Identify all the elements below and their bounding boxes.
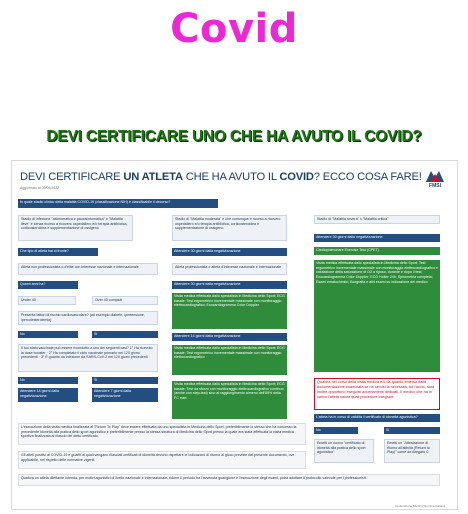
wait-30-severe: Attendere 30 giorni dalla negativizzazione <box>314 234 440 242</box>
red-note: Qualora nel corso della visita medica e/o da quanto emerso dalla documentazione esaminata se ne ravvisi la necessità, Ad l'avvio, sarà inoltre opportuno eseguire accertamenti dedicati. Il medico che ha in carico l'atleta valuta quali procedure integrare. <box>314 378 440 410</box>
poster-date: Aggiornato al 09/09/2022 <box>20 186 60 190</box>
question-risk-factors: Presenta fattori di rischio cardiovascolare? (ad esempio diabete, ipertensione, ipercolesterolemia) <box>18 311 158 325</box>
answer-yes-3: Sì <box>384 427 440 434</box>
footer-credit: Federazione Medico Sportiva Italiana <box>395 504 445 508</box>
wait-30-pro: Attendere 30 giorni dalla negativizzazione <box>172 281 287 289</box>
cpet-heading: Cardiopolmonare Exercise Test (CPET) <box>314 247 440 255</box>
age-under-40: Under 40 <box>18 296 76 305</box>
footnote-1: L'esecuzione della visita medica finalizzata al "Return To Play" deve essere effettuata da uno specialista in Medicina dello Sport, preferibilmente lo stesso che ha concesso la precedente idoneità alla pratica dello sport agonistico e preferibilmente presso la stessa struttura di Medicina dello Sport presso la quale era stata effettuata la visita medica sportiva finalizzata al rilascio del detto certificato. <box>18 423 306 445</box>
answer-no-2: No <box>18 377 78 384</box>
answer-yes-2: Sì <box>92 377 158 384</box>
exams-over40: Visita medica effettuata dallo specialista in Medicina dello Sport; ECG basale; Test ergometrico incrementale massimale con monitoraggio elettrocardiografico <box>172 345 287 375</box>
outcome-return-to-play: Emetti un "Attestazione di ritorno all'attività (Return to Play)" come da Allegato C <box>384 439 440 463</box>
question-clinical-stage: In quale stadio clinico della malattia COVID-19 (classificazione NIH) è classificabile il decorso? <box>18 199 218 208</box>
fmsi-logo: FMSI <box>423 169 447 189</box>
exams-pro: Visita medica effettuata dallo specialista in Medicina dello Sport; ECG basale; Test ergometrico incrementale massimale con monitoraggio elettrocardiografico; Ecocardiogramma Color Doppler <box>172 293 287 329</box>
answer-no-3: No <box>314 427 358 434</box>
athlete-non-pro: Atleta non professionista o d'élite con interesse nazionale e internazionale <box>18 263 158 275</box>
question-vaccine-status: Il tuo stato vaccinale può essere ricondotto a uno dei seguenti casi? 1° Ha ricevuto la dose booster · 2° Ha completato il ciclo vaccinale primario nei 120 giorni precedenti · 3° È guarito da infezione da SARS-CoV-2 nei 120 giorni precedenti <box>18 344 158 372</box>
answer-yes: Sì <box>92 331 158 338</box>
answer-no: No <box>18 331 78 338</box>
stage-severe: Stadio di "Malattia severa" o "Malattia critica" <box>314 215 440 224</box>
wait-30-moderate: Attendere 30 giorni dalla negativizzazione <box>172 248 287 256</box>
age-over-40: Over 40 compiuti <box>92 296 158 305</box>
athlete-pro: Atleta professionista o atleta d'interesse nazionale e internazionale <box>172 263 287 275</box>
stage-moderate: Stadio di "Malattia moderata" e che comunque è ricorso a ricovero ospedaliero e/o terapia antibiotica, corticosteroidea e supplementazione di ossigeno <box>172 215 287 241</box>
poster-heading: DEVI CERTIFICARE UN ATLETA CHE HA AVUTO IL COVID? ECCO COSA FARE! <box>20 171 422 183</box>
wait-14: Attendere 14 giorni dalla negativizzazione <box>18 388 78 402</box>
page-subtitle: DEVI CERTIFICARE UNO CHE HA AVUTO IL COVID? <box>46 128 422 145</box>
question-valid-certificate: L'atleta ha in corso di validità il certificato di idoneità agonistica? <box>314 414 440 422</box>
footnote-3: Qualora un atleta dilettante intenda, per motivi agonistici di livello nazionale e internazionale, ridurre il periodo tra l'avvenuta guarigione e l'esecuzione degli esami, potrà adottare il protocollo valevole per i professionisti. <box>18 474 440 486</box>
italian-flag <box>120 502 154 506</box>
fmsi-logo-icon <box>424 169 446 183</box>
page-title: Covid <box>170 6 298 52</box>
question-athlete-type: Che tipo di atleta hai di fronte? <box>18 248 98 256</box>
wait-14-pro: Attendere 14 giorni dalla negativizzazione <box>172 333 287 341</box>
exams-under40: Visita medica effettuata dallo specialista in Medicina dello Sport; ECG basale; Test da sforzo con monitoraggio elettrocardiografico continuo (anche con step-test) sino al raggiungimento almeno dell'85% della FC max <box>172 381 287 419</box>
severe-exams-list: Visita medica effettuata dallo specialista in Medicina dello Sport; Test ergometrico incrementale massimale con monitoraggio elettrocardiografico e valutazione della saturazione di O2 a riposo, durante e dopo il test; Ecocardiogramma Color Doppler; ECG Holter 24h; Spirometria completa; Esami ematochimici; Ecografia e altri esami su indicazione del medico <box>314 260 440 372</box>
flowchart-poster <box>11 160 458 510</box>
question-age: Quanti anni ha? <box>18 281 78 289</box>
outcome-new-certificate: Emetti un nuovo "certificato di idoneità alla pratica dello sport agonistico" <box>314 439 374 463</box>
footnote-2: Gli atleti positivi al COVID-19 e guariti ai quali vengano rilasciati certificati di idoneità devono rispettare le indicazioni di ritorno al gioco previste dal presente documento, ove applicabile, nel rispetto delle normative vigenti. <box>18 451 306 469</box>
wait-7: Attendere 7 giorni dalla negativizzazione <box>92 388 158 402</box>
stage-mild: Stadio di infezione "asintomatica e paucisintomatica" o "Malattia lieve" e senza ricorso a ricovero ospedaliero e/o terapia antibiotica, corticosteroidea e supplementazione di ossigeno <box>18 215 133 241</box>
